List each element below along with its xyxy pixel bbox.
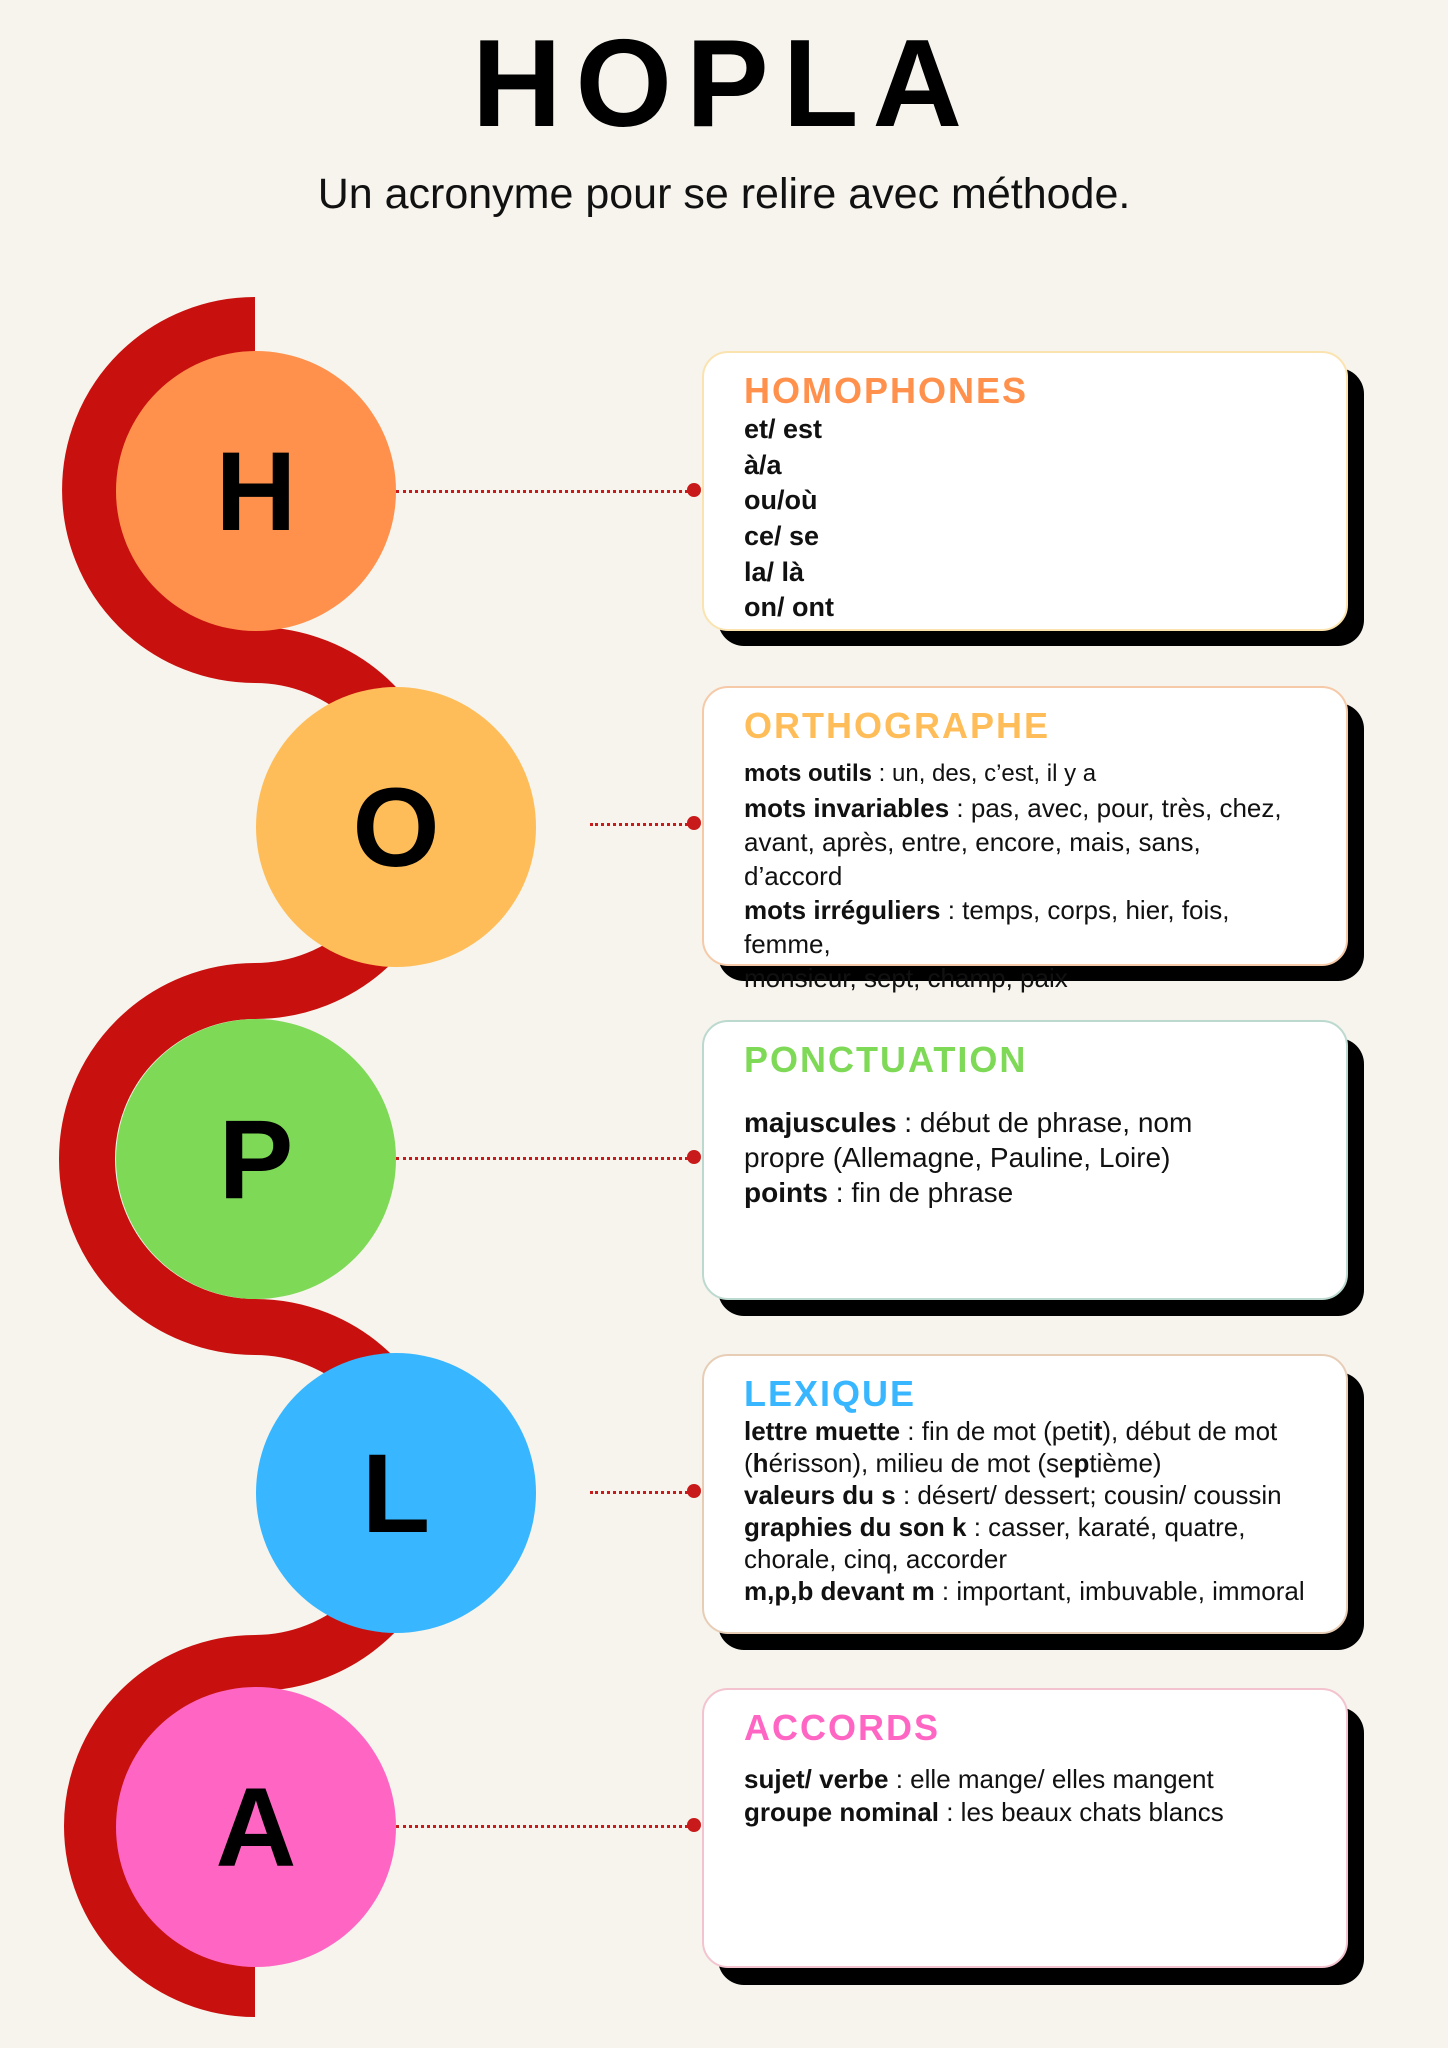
line-text: : elle mange/ elles mangent [888, 1764, 1214, 1795]
card-title-accords: ACCORDS [744, 1707, 941, 1748]
line-term: points [744, 1177, 828, 1209]
line-term: groupe nominal [744, 1797, 939, 1828]
card-line [744, 448, 1308, 484]
line-highlight: h [752, 1448, 769, 1479]
line-text: tième) [1089, 1448, 1162, 1479]
card-line [744, 1105, 1308, 1140]
card-line [744, 519, 1308, 555]
card-body-ponctuation [744, 1105, 1308, 1210]
line-text: : fin de phrase [828, 1177, 1014, 1209]
line-text: ce/ se [744, 520, 820, 551]
card-body-accords [744, 1763, 1308, 1829]
card-title-ponctuation: PONCTUATION [744, 1039, 1028, 1080]
card-title-orthographe: ORTHOGRAPHE [744, 705, 1051, 746]
card-homophones [702, 351, 1348, 631]
connector-h [396, 490, 694, 493]
line-term: mots invariables [744, 793, 950, 824]
card-line [744, 1447, 1308, 1479]
connector-a [396, 1825, 694, 1828]
card-line [744, 893, 1308, 961]
card-line [744, 961, 1308, 995]
card-line [744, 590, 1308, 626]
line-text: ( [744, 1448, 753, 1479]
card-line [744, 483, 1308, 519]
line-term: valeurs du s [744, 1480, 896, 1511]
connector-p [396, 1157, 694, 1160]
letter-o: O [352, 764, 440, 890]
line-text: avant, après, entre, encore, mais, sans, [744, 827, 1201, 858]
line-text: monsieur, sept, champ, paix [744, 963, 1068, 994]
card-body-homophones [744, 412, 1308, 626]
line-text: : les beaux chats blancs [939, 1797, 1224, 1828]
line-text: propre (Allemagne, Pauline, Loire) [744, 1142, 1171, 1174]
card-ponctuation [702, 1020, 1348, 1300]
letter-h: H [215, 428, 297, 554]
connector-dot-h [687, 483, 701, 497]
line-text: : casser, karaté, quatre, [966, 1512, 1246, 1543]
line-text: : fin de mot (peti [900, 1416, 1094, 1447]
connector-dot-a [687, 1818, 701, 1832]
circle-l [256, 1353, 536, 1633]
connector-dot-p [687, 1150, 701, 1164]
connector-l [590, 1491, 694, 1494]
letter-l: L [361, 1430, 431, 1556]
card-line [744, 757, 1308, 791]
line-highlight: p [1073, 1448, 1090, 1479]
line-term: mots irréguliers [744, 895, 941, 926]
line-text: ou/où [744, 485, 818, 516]
card-accords [702, 1688, 1348, 1968]
line-text: : temps, corps, hier, fois, femme, [744, 895, 1230, 960]
line-text: la/ là [744, 556, 805, 587]
card-line [744, 1175, 1308, 1210]
card-line [744, 555, 1308, 591]
card-line [744, 1763, 1308, 1796]
line-text: et/ est [744, 414, 823, 445]
line-text: chorale, cinq, accorder [744, 1544, 1008, 1575]
line-term: majuscules [744, 1107, 897, 1139]
card-body-lexique [744, 1415, 1308, 1607]
line-term: m,p,b devant m [744, 1576, 935, 1607]
line-term: lettre muette [744, 1416, 901, 1447]
card-line [744, 825, 1308, 859]
line-text: : début de phrase, nom [896, 1107, 1193, 1139]
card-lexique [702, 1354, 1348, 1634]
connector-dot-l [687, 1484, 701, 1498]
circle-o [256, 687, 536, 967]
page-subtitle: Un acronyme pour se relire avec méthode. [317, 170, 1131, 218]
card-line [744, 1575, 1308, 1607]
page-title: HOPLA [472, 15, 976, 153]
line-text: d’accord [744, 861, 843, 892]
circle-a [116, 1687, 396, 1967]
line-text: : important, imbuvable, immoral [934, 1576, 1305, 1607]
line-text: : un, des, c’est, il y a [872, 760, 1097, 788]
card-title-lexique: LEXIQUE [744, 1373, 917, 1414]
line-term: sujet/ verbe [744, 1764, 889, 1795]
card-orthographe [702, 686, 1348, 994]
line-text: : désert/ dessert; cousin/ coussin [895, 1480, 1282, 1511]
card-body-orthographe [744, 757, 1308, 995]
line-text: on/ ont [744, 592, 834, 623]
line-text: ), début de mot [1102, 1416, 1278, 1447]
card-line [744, 1415, 1308, 1447]
line-text: érisson), milieu de mot (se [768, 1448, 1074, 1479]
connector-o [590, 823, 694, 826]
card-line [744, 412, 1308, 448]
card-line [744, 1796, 1308, 1829]
connector-dot-o [687, 816, 701, 830]
letter-p: P [218, 1096, 294, 1222]
card-line [744, 791, 1308, 825]
letter-a: A [215, 1764, 297, 1890]
card-title-homophones: HOMOPHONES [744, 370, 1029, 411]
line-term: mots outils [744, 760, 873, 788]
circle-h [116, 351, 396, 631]
line-text: à/a [744, 449, 782, 480]
card-line [744, 1511, 1308, 1543]
card-line [744, 1140, 1308, 1175]
card-line [744, 1479, 1308, 1511]
line-highlight: t [1093, 1416, 1103, 1447]
circle-p [116, 1019, 396, 1299]
line-term: graphies du son k [744, 1512, 967, 1543]
card-line [744, 859, 1308, 893]
card-line [744, 1543, 1308, 1575]
line-text: : pas, avec, pour, très, chez, [949, 793, 1282, 824]
